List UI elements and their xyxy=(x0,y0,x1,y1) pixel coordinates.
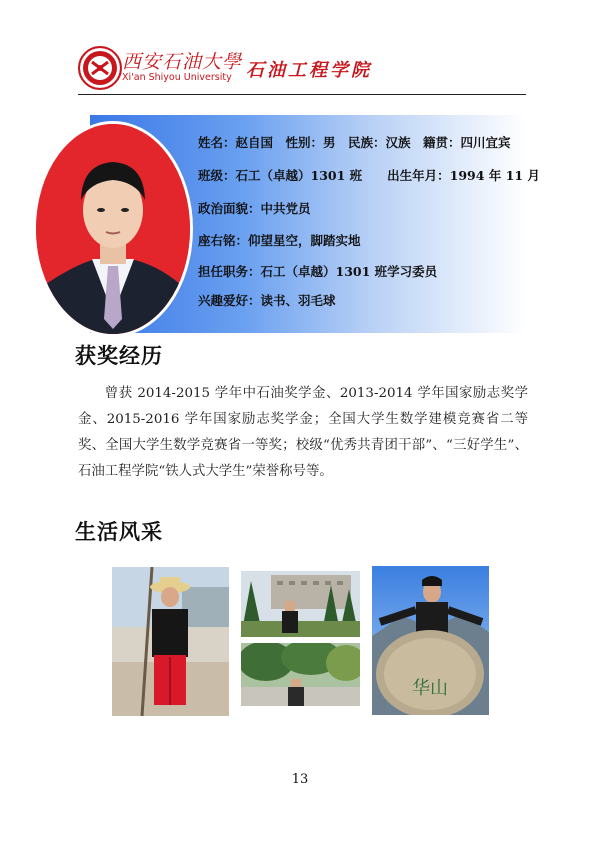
life-photo-straw-hat xyxy=(112,567,229,716)
life-photo-huashan-summit xyxy=(372,566,489,715)
awards-paragraph: 曾获 2014-2015 学年中石油奖学金、2013-2014 学年国家励志奖学金、2015-2016 学年国家励志奖学金；全国大学生数学建模竞赛省二等奖、全国大学生数学竞赛省一等奖；校级“优秀共青团干部”、“三好学生”、石油工程学院“铁人式大学生”荣誉称号等。 xyxy=(78,386,528,479)
university-logo-icon xyxy=(78,46,122,90)
college-name: 石油工程学院 xyxy=(246,60,372,81)
profile-political-status: 政治面貌：中共党员 xyxy=(198,201,311,216)
profile-hobbies: 兴趣爱好：读书、羽毛球 xyxy=(198,293,336,308)
page-header xyxy=(78,44,526,95)
profile-class-birth: 班级：石工（卓越）1301 班 出生年月：1994 年 11 月 xyxy=(198,168,540,183)
life-title: 生活风采 xyxy=(75,520,163,544)
profile-name-gender-ethnicity-origin: 姓名：赵自国 性别：男 民族：汉族 籍贯：四川宜宾 xyxy=(198,135,511,150)
university-name-en: Xi'an Shiyou University xyxy=(122,72,232,83)
awards-title: 获奖经历 xyxy=(75,344,163,368)
life-photo-trees xyxy=(241,643,360,706)
summit-stone-text: 华山 xyxy=(412,678,448,699)
portrait-photo xyxy=(33,121,193,337)
profile-motto: 座右铭：仰望星空，脚踏实地 xyxy=(198,233,361,248)
profile-position: 担任职务：石工（卓越）1301 班学习委员 xyxy=(198,264,438,279)
page-number: 13 xyxy=(291,772,309,787)
life-photo-campus-building xyxy=(241,571,360,637)
university-name-cn: 西安石油大學 xyxy=(122,51,243,73)
